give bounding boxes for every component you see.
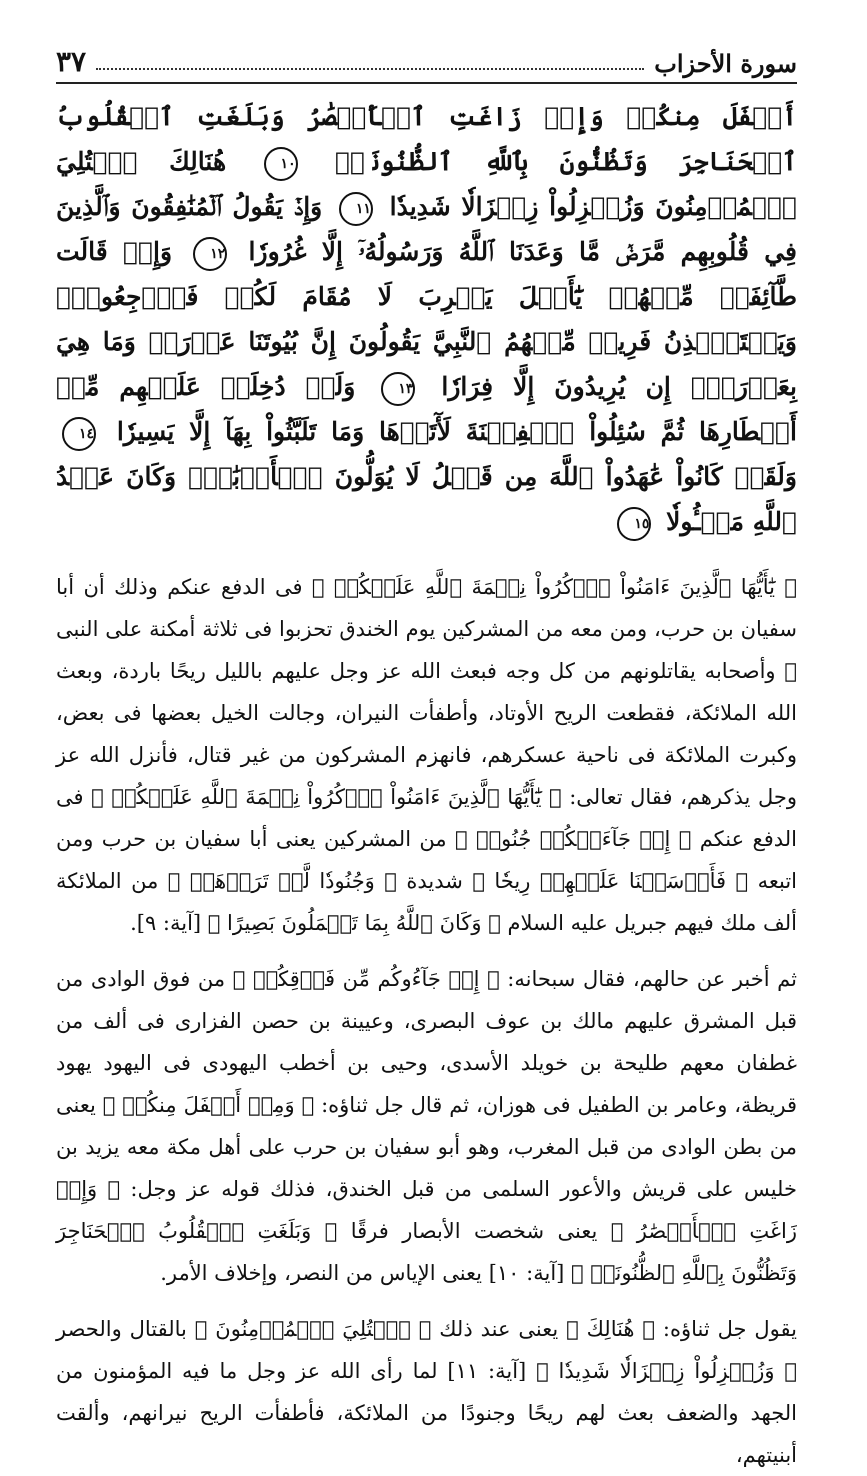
surah-title: سورة الأحزاب: [654, 49, 797, 78]
quran-segment: وَلَوۡ دُخِلَتۡ عَلَيۡهِم مِّنۡ أَقۡطَارِهَا ثُمَّ سُئِلُواْ ٱلۡفِتۡنَةَ لَأٓتَوۡهَا وَمَا تَلَبَّثُواْ بِهَآ إِلَّا يَسِيرٗا: [56, 372, 797, 446]
commentary-paragraph-3: يقول جل ثناؤه: ﴿ هُنَالِكَ ﴾ يعنى عند ذلك ﴿ ٱبۡتُلِيَ ٱلۡمُؤۡمِنُونَ ﴾ بالقتال والحصر ﴿ وَزُلۡزِلُواْ زِلۡزَالٗا شَدِيدٗا ﴾ [آية: ١١] لما رأى الله عز وجل ما فيه المؤمنون من الجهد والضعف بعث لهم ريحًا وجنودًا من الملائكة، فأطفأت الريح نيرانهم، وألقت أبنيتهم،: [56, 1317, 797, 1467]
ayah-number-10: ١٠: [264, 147, 298, 181]
quran-segment: وَلَقَدۡ كَانُواْ عَٰهَدُواْ ٱللَّهَ مِن قَبۡلُ لَا يُوَلُّونَ ٱلۡأَدۡبَٰرَۚ وَكَانَ عَهۡدُ ٱللَّهِ مَسۡـُٔولٗا: [56, 462, 797, 536]
commentary-paragraph-1: ﴿ يَٰٓأَيُّهَا ٱلَّذِينَ ءَامَنُواْ ٱذۡكُرُواْ نِعۡمَةَ ٱللَّهِ عَلَيۡكُمۡ ﴾ فى الدفع عنكم وذلك أن أبا سفيان بن حرب، ومن معه من المشركين يوم الخندق تحزبوا فى ثلاثة أمكنة على النبى ﷺ وأصحابه يقاتلونهم من كل وجه فبعث الله عز وجل عليهم بالليل ريحًا باردة، وبعث الله الملائكة، فقطعت الريح الأوتاد، وأطفأت النيران، وجالت الخيل بعضها فى بعض، وكبرت الملائكة فى ناحية عسكرهم، فانهزم المشركون من غير قتال، فأنزل الله عز وجل يذكرهم، فقال تعالى: ﴿ يَٰٓأَيُّهَا ٱلَّذِينَ ءَامَنُواْ ٱذۡكُرُواْ نِعۡمَةَ ٱللَّهِ عَلَيۡكُمۡ ﴾ فى الدفع عنكم ﴿ إِذۡ جَآءَتۡكُمۡ جُنُودٞ ﴾ من المشركين يعنى أبا سفيان بن حرب ومن اتبعه ﴿ فَأَرۡسَلۡنَا عَلَيۡهِمۡ رِيحٗا ﴾ شديدة ﴿ وَجُنُودٗا لَّمۡ تَرَوۡهَاۚ ﴾ من الملائكة ألف ملك فيهم جبريل عليه السلام ﴿ وَكَانَ ٱللَّهُ بِمَا تَعۡمَلُونَ بَصِيرًا ﴾ [آية: ٩].: [56, 575, 797, 935]
page-header: [56, 38, 797, 84]
quran-segment: وَإِذۡ قَالَت طَّآئِفَةٞ مِّنۡهُمۡ يَٰٓأَهۡلَ يَثۡرِبَ لَا مُقَامَ لَكُمۡ فَٱرۡجِعُواْۚ وَيَسۡتَـٔۡذِنُ فَرِيقٞ مِّنۡهُمُ ٱلنَّبِيَّ يَقُولُونَ إِنَّ بُيُوتَنَا عَوۡرَةٞ وَمَا هِيَ بِعَوۡرَةٍۖ إِن يُرِيدُونَ إِلَّا فِرَارٗا: [56, 237, 797, 401]
ayah-number-12: ١٢: [193, 237, 227, 271]
ayah-number-11: ١١: [339, 192, 373, 226]
ayah-number-14: ١٤: [62, 417, 96, 451]
ayah-number-15: ١٥: [617, 507, 651, 541]
quran-segment: وَإِذۡ يَقُولُ ٱلۡمُنَٰفِقُونَ وَٱلَّذِينَ فِي قُلُوبِهِم مَّرَضٞ مَّا وَعَدَنَا ٱللَّهُ وَرَسُولُهُۥٓ إِلَّا غُرُورٗا: [56, 192, 797, 266]
commentary-paragraph-2: ثم أخبر عن حالهم، فقال سبحانه: ﴿ إِذۡ جَآءُوكُم مِّن فَوۡقِكُمۡ ﴾ من فوق الوادى من قبل المشرق عليهم مالك بن عوف البصرى، وعيينة بن حصن الفزارى فى ألف من غطفان معهم طليحة بن خويلد الأسدى، وحيى بن أخطب اليهودى فى اليهود يهود قريظة، وعامر بن الطفيل فى هوزان، ثم قال جل ثناؤه: ﴿ وَمِنۡ أَسۡفَلَ مِنكُمۡ ﴾ يعنى من بطن الوادى من قبل المغرب، وهو أبو سفيان بن حرب على أهل مكة معه يزيد بن خليس على قريش والأعور السلمى من قبل الخندق، فذلك قوله عز وجل: ﴿ وَإِذۡ زَاغَتِ ٱلۡأَبۡصَٰرُ ﴾ يعنى شخصت الأبصار فرقًا ﴿ وَبَلَغَتِ ٱلۡقُلُوبُ ٱلۡحَنَاجِرَ وَتَظُنُّونَ بِٱللَّهِ ٱلظُّنُونَا۠ ﴾ [آية: ١٠] يعنى الإياس من النصر، وإخلاف الأمر.: [56, 967, 797, 1285]
header-leader-dots: [96, 68, 644, 70]
page-number: ٣٧: [56, 45, 87, 78]
ayah-number-13: ١٣: [381, 372, 415, 406]
quran-segment: أَسۡفَلَ مِنكُمۡ وَإِذۡ زَاغَتِ ٱلۡأَبۡصَٰرُ وَبَلَغَتِ ٱلۡقُلُوبُ ٱلۡحَنَاجِرَ وَتَظُنُّونَ بِٱللَّهِ ٱلظُّنُونَا۠: [56, 102, 797, 176]
quran-segment: هُنَالِكَ ٱبۡتُلِيَ ٱلۡمُؤۡمِنُونَ وَزُلۡزِلُواْ زِلۡزَالٗا شَدِيدٗا: [56, 147, 797, 221]
commentary-block: [56, 566, 797, 1476]
quran-text-block: [56, 94, 797, 544]
